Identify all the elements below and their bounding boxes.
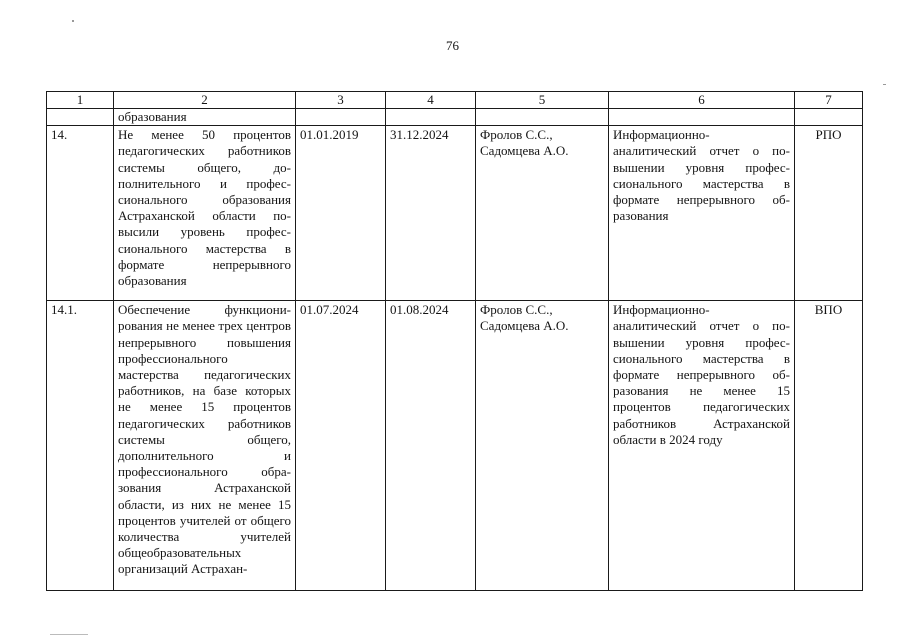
row-start-date: 01.07.2024 [296, 301, 386, 591]
row-responsible: Фролов С.С., Садомцева А.О. [476, 301, 609, 591]
row-responsible: Фролов С.С., Садомцева А.О. [476, 126, 609, 301]
row-result: Информационно-аналитический отчет о повышении уровня профессионального мастерства в формате непрерывного образования не менее 15 процентов педагогических работников Астраханской области в 2024 году [609, 301, 795, 591]
continuation-num [47, 109, 114, 126]
header-row [47, 92, 863, 109]
row-result: Информационно-аналитический отчет о повышении уровня профессионального мастерства в формате непрерывного образования [609, 126, 795, 301]
header-col-7: 7 [795, 92, 863, 109]
plan-table [46, 91, 863, 591]
header-col-6: 6 [609, 92, 795, 109]
row-level: РПО [795, 126, 863, 301]
header-col-2: 2 [114, 92, 296, 109]
header-col-1: 1 [47, 92, 114, 109]
continuation-row [47, 109, 863, 126]
row-level: ВПО [795, 301, 863, 591]
scan-speck [72, 20, 74, 22]
continuation-text: образования [114, 109, 296, 126]
row-number: 14.1. [47, 301, 114, 591]
header-col-5: 5 [476, 92, 609, 109]
table-row [47, 301, 863, 591]
row-end-date: 31.12.2024 [386, 126, 476, 301]
row-number: 14. [47, 126, 114, 301]
row-end-date: 01.08.2024 [386, 301, 476, 591]
scan-speck [883, 84, 886, 85]
row-start-date: 01.01.2019 [296, 126, 386, 301]
scan-speck [50, 634, 88, 635]
page-number: 76 [446, 38, 459, 53]
header-col-4: 4 [386, 92, 476, 109]
row-description: Обеспечение функционирования не менее трех центров непрерывного повышения профессионального мастерства педагогических работников, на базе которых не менее 15 процентов педагогических работников системы общего, дополнительного и профессионального образования Астраханской области, из них не менее 15 процентов учителей от общего количества учителей общеобразовательных организаций Астрахан- [114, 301, 296, 591]
table-row [47, 126, 863, 301]
row-description: Не менее 50 процентов педагогических работников системы общего, дополнительного и профессионального образования Астраханской области повысили уровень профессионального мастерства в формате непрерывного образования [114, 126, 296, 301]
header-col-3: 3 [296, 92, 386, 109]
